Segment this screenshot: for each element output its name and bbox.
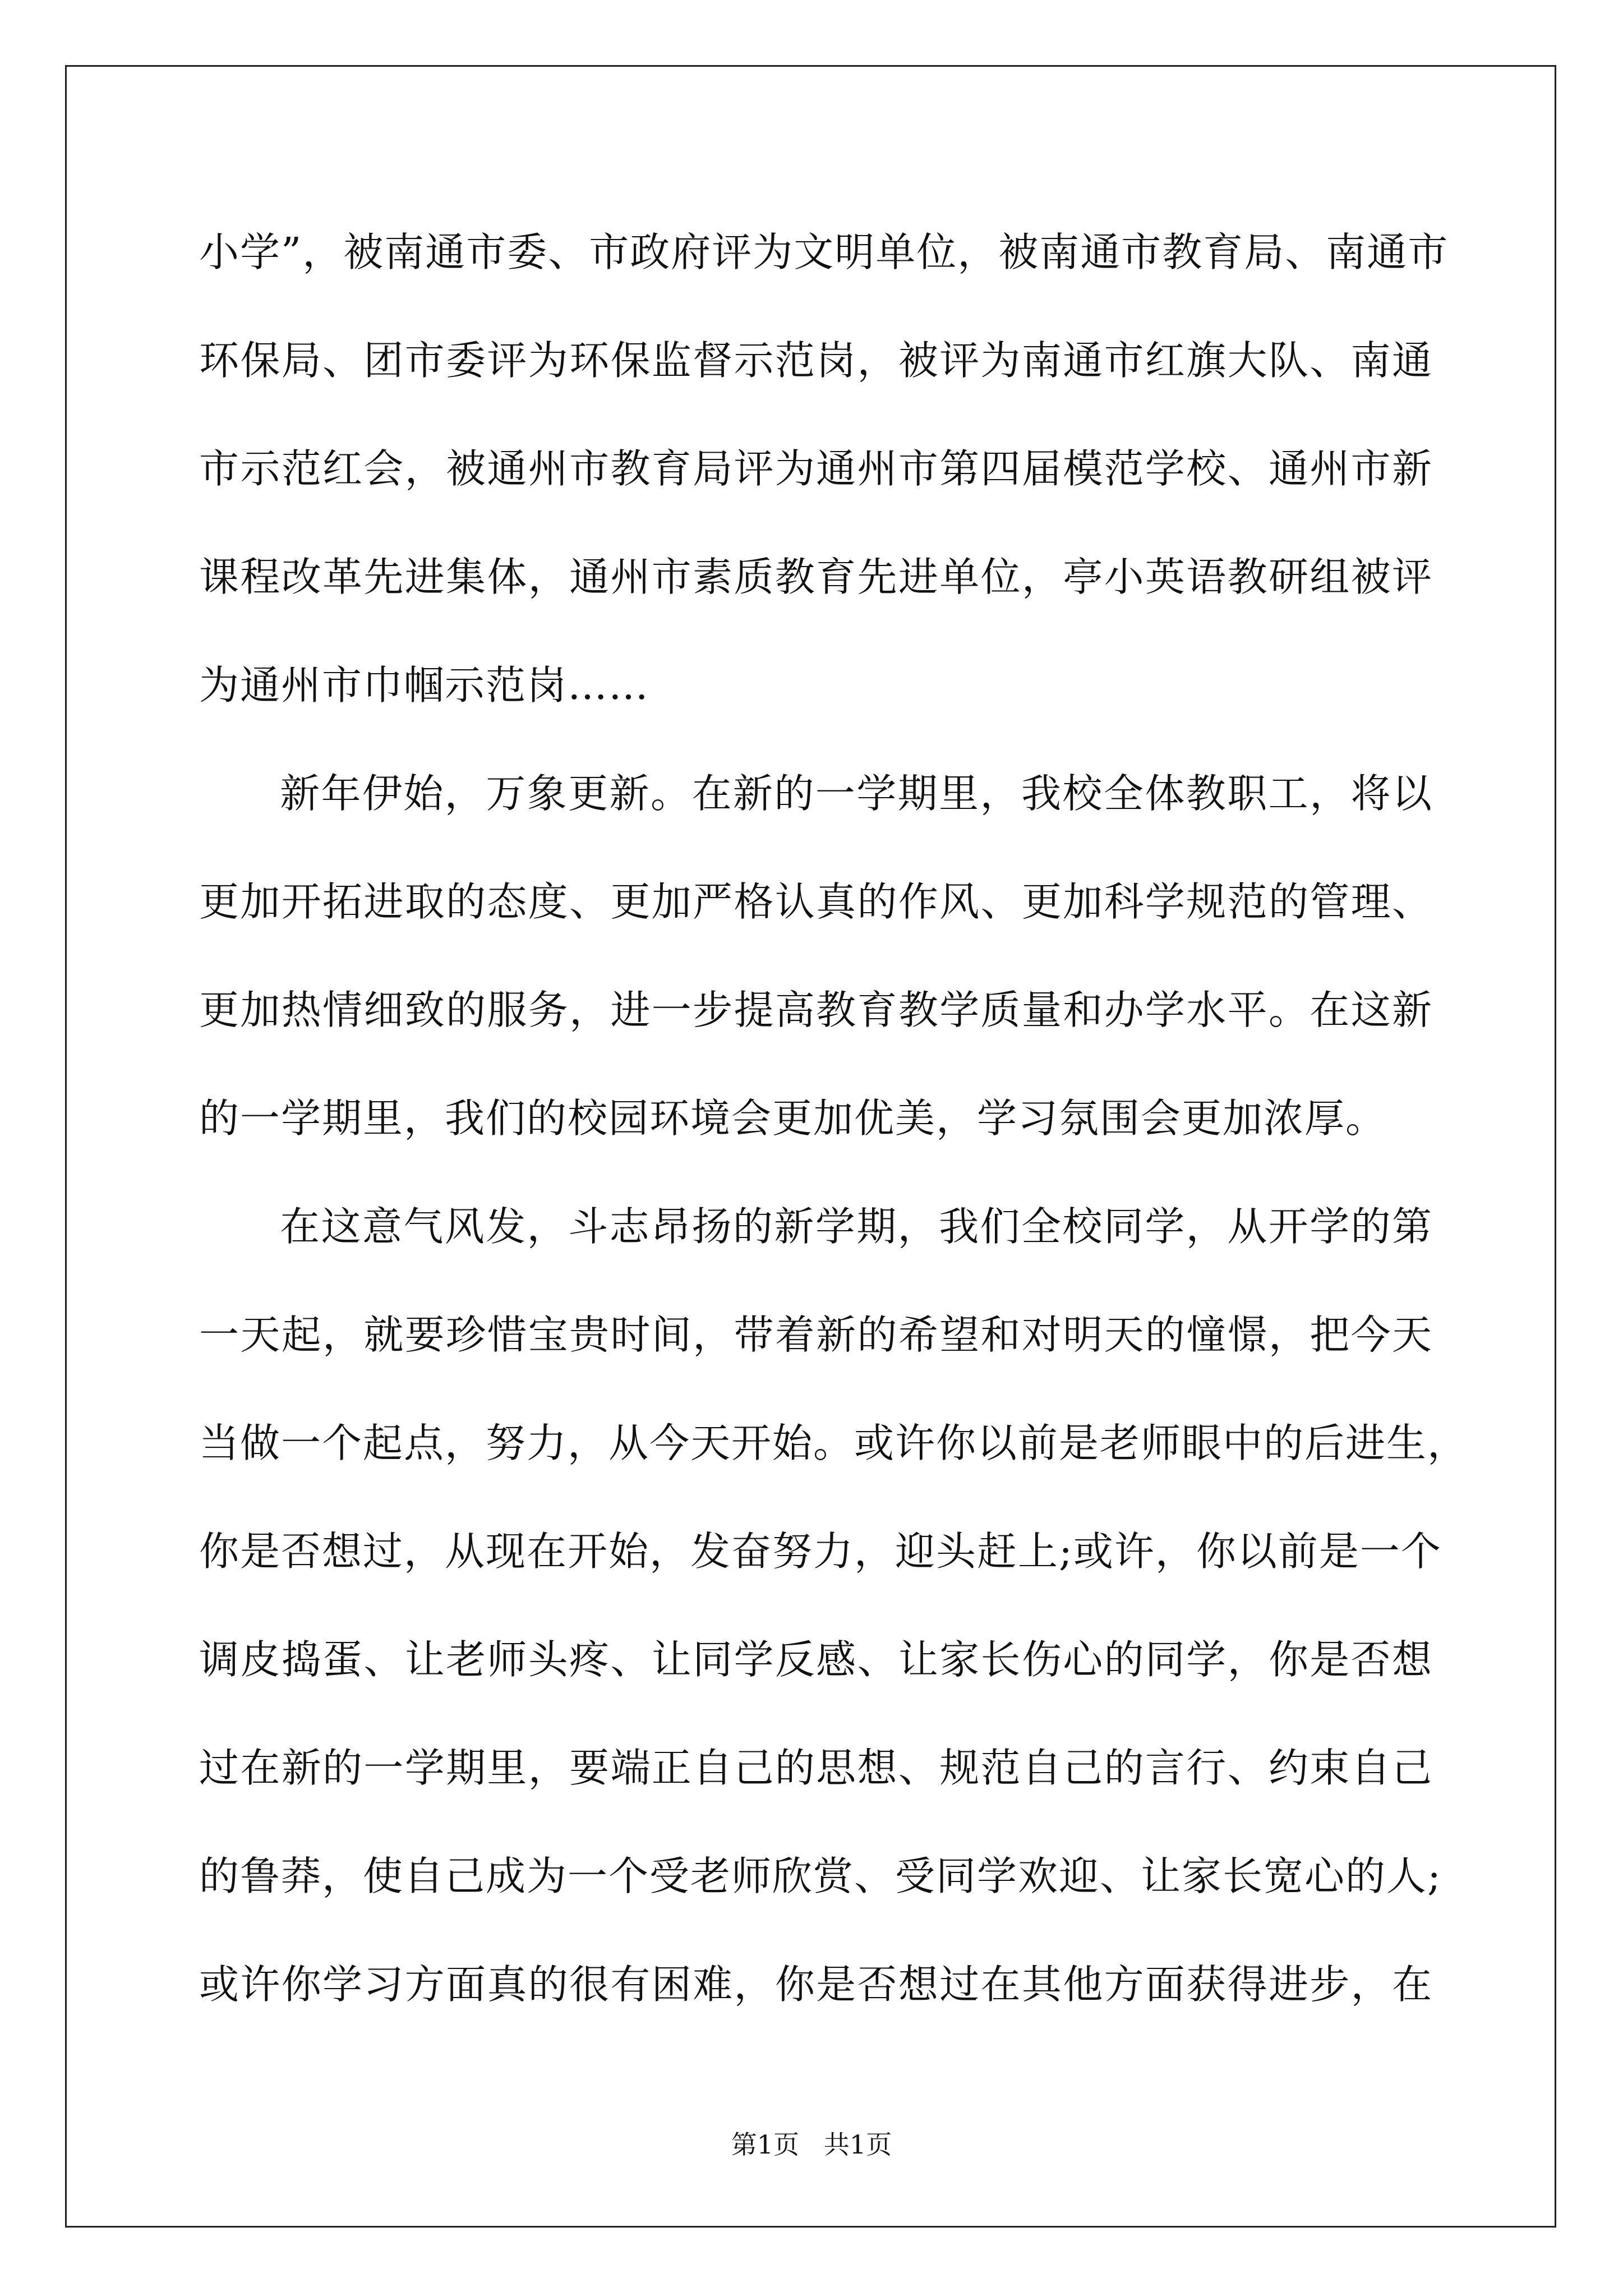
text-line: 过在新的一学期里，要端正自己的思想、规范自己的言行、约束自己 xyxy=(199,1745,1433,1791)
text-line: 或许你学习方面真的很有困难，你是否想过在其他方面获得进步，在 xyxy=(199,1961,1433,2008)
text-line: 你是否想过，从现在开始，发奋努力，迎头赶上;或许，你以前是一个 xyxy=(199,1528,1442,1575)
text-line: 更加开拓进取的态度、更加严格认真的作风、更加科学规范的管理、 xyxy=(199,878,1433,925)
page-number-footer: 第1页 共1页 xyxy=(731,2129,892,2160)
text-line: 当做一个起点，努力，从今天开始。或许你以前是老师眼中的后进生， xyxy=(199,1420,1469,1466)
text-line: 调皮捣蛋、让老师头疼、让同学反感、让家长伤心的同学，你是否想 xyxy=(199,1636,1433,1683)
document-body xyxy=(199,208,1469,2048)
text-line: 市示范红会，被通州市教育局评为通州市第四届模范学校、通州市新 xyxy=(199,445,1433,492)
text-line: 一天起，就要珍惜宝贵时间，带着新的希望和对明天的憧憬，把今天 xyxy=(199,1312,1433,1358)
paragraph-start-line: 新年伊始，万象更新。在新的一学期里，我校全体教职工，将以 xyxy=(280,770,1433,817)
paragraph-start-line: 在这意气风发，斗志昂扬的新学期，我们全校同学，从开学的第 xyxy=(280,1203,1433,1250)
text-line: 小学”，被南通市委、市政府评为文明单位，被南通市教育局、南通市 xyxy=(199,229,1449,275)
text-line: 更加热情细致的服务，进一步提高教育教学质量和办学水平。在这新 xyxy=(199,987,1433,1033)
text-line: 课程改革先进集体，通州市素质教育先进单位，亭小英语教研组被评 xyxy=(199,554,1433,600)
text-line: 为通州市巾帼示范岗…… xyxy=(199,662,650,708)
text-line: 的一学期里，我们的校园环境会更加优美，学习氛围会更加浓厚。 xyxy=(199,1095,1387,1142)
text-line: 的鲁莽，使自己成为一个受老师欣赏、受同学欢迎、让家长宽心的人; xyxy=(199,1853,1442,1899)
text-line: 环保局、团市委评为环保监督示范岗，被评为南通市红旗大队、南通 xyxy=(199,337,1433,384)
